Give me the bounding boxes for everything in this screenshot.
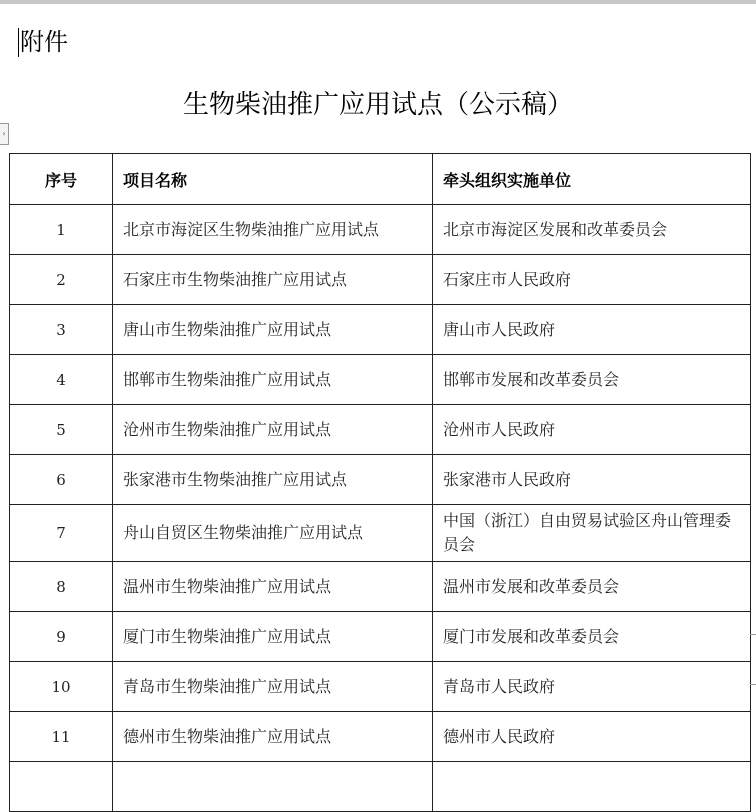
row-seq: 8 [10,562,113,612]
row-unit: 厦门市发展和改革委员会 [433,612,751,662]
table-header-row [10,154,751,205]
table-row [10,405,751,455]
row-unit [433,762,751,812]
table-row [10,355,751,405]
row-unit: 石家庄市人民政府 [433,255,751,305]
table-row [10,762,751,812]
row-project: 青岛市生物柴油推广应用试点 [113,662,433,712]
row-seq: 11 [10,712,113,762]
row-unit: 沧州市人民政府 [433,405,751,455]
row-seq: 7 [10,505,113,562]
row-project: 唐山市生物柴油推广应用试点 [113,305,433,355]
row-seq: 9 [10,612,113,662]
row-project: 邯郸市生物柴油推广应用试点 [113,355,433,405]
table-move-handle-icon[interactable]: › [0,123,9,145]
row-project: 石家庄市生物柴油推广应用试点 [113,255,433,305]
header-project: 项目名称 [113,154,433,205]
row-unit: 张家港市人民政府 [433,455,751,505]
table-row [10,505,751,562]
table-row [10,612,751,662]
row-project: 温州市生物柴油推广应用试点 [113,562,433,612]
table-row [10,455,751,505]
row-unit: 唐山市人民政府 [433,305,751,355]
row-project [113,762,433,812]
table-row [10,305,751,355]
row-project: 厦门市生物柴油推广应用试点 [113,612,433,662]
row-seq: 1 [10,205,113,255]
table-row [10,712,751,762]
row-unit: 德州市人民政府 [433,712,751,762]
row-project: 北京市海淀区生物柴油推广应用试点 [113,205,433,255]
row-project: 舟山自贸区生物柴油推广应用试点 [113,505,433,562]
row-seq: 10 [10,662,113,712]
pilot-table [9,153,751,812]
row-unit: 北京市海淀区发展和改革委员会 [433,205,751,255]
margin-marker [750,634,756,635]
row-seq [10,762,113,812]
row-project: 张家港市生物柴油推广应用试点 [113,455,433,505]
row-seq: 6 [10,455,113,505]
row-seq: 2 [10,255,113,305]
text-cursor [18,28,19,57]
row-seq: 4 [10,355,113,405]
table-row [10,562,751,612]
row-seq: 5 [10,405,113,455]
attachment-label: 附件 [20,28,68,56]
document-title: 生物柴油推广应用试点（公示稿） [182,90,573,120]
margin-marker [750,684,756,685]
ruler-border [0,0,756,4]
row-project: 德州市生物柴油推广应用试点 [113,712,433,762]
row-project: 沧州市生物柴油推广应用试点 [113,405,433,455]
table-row [10,205,751,255]
row-unit: 温州市发展和改革委员会 [433,562,751,612]
header-unit: 牵头组织实施单位 [433,154,751,205]
table-row [10,255,751,305]
row-seq: 3 [10,305,113,355]
row-unit: 邯郸市发展和改革委员会 [433,355,751,405]
row-unit: 中国（浙江）自由贸易试验区舟山管理委员会 [433,505,751,562]
table-row [10,662,751,712]
header-seq: 序号 [10,154,113,205]
row-unit: 青岛市人民政府 [433,662,751,712]
